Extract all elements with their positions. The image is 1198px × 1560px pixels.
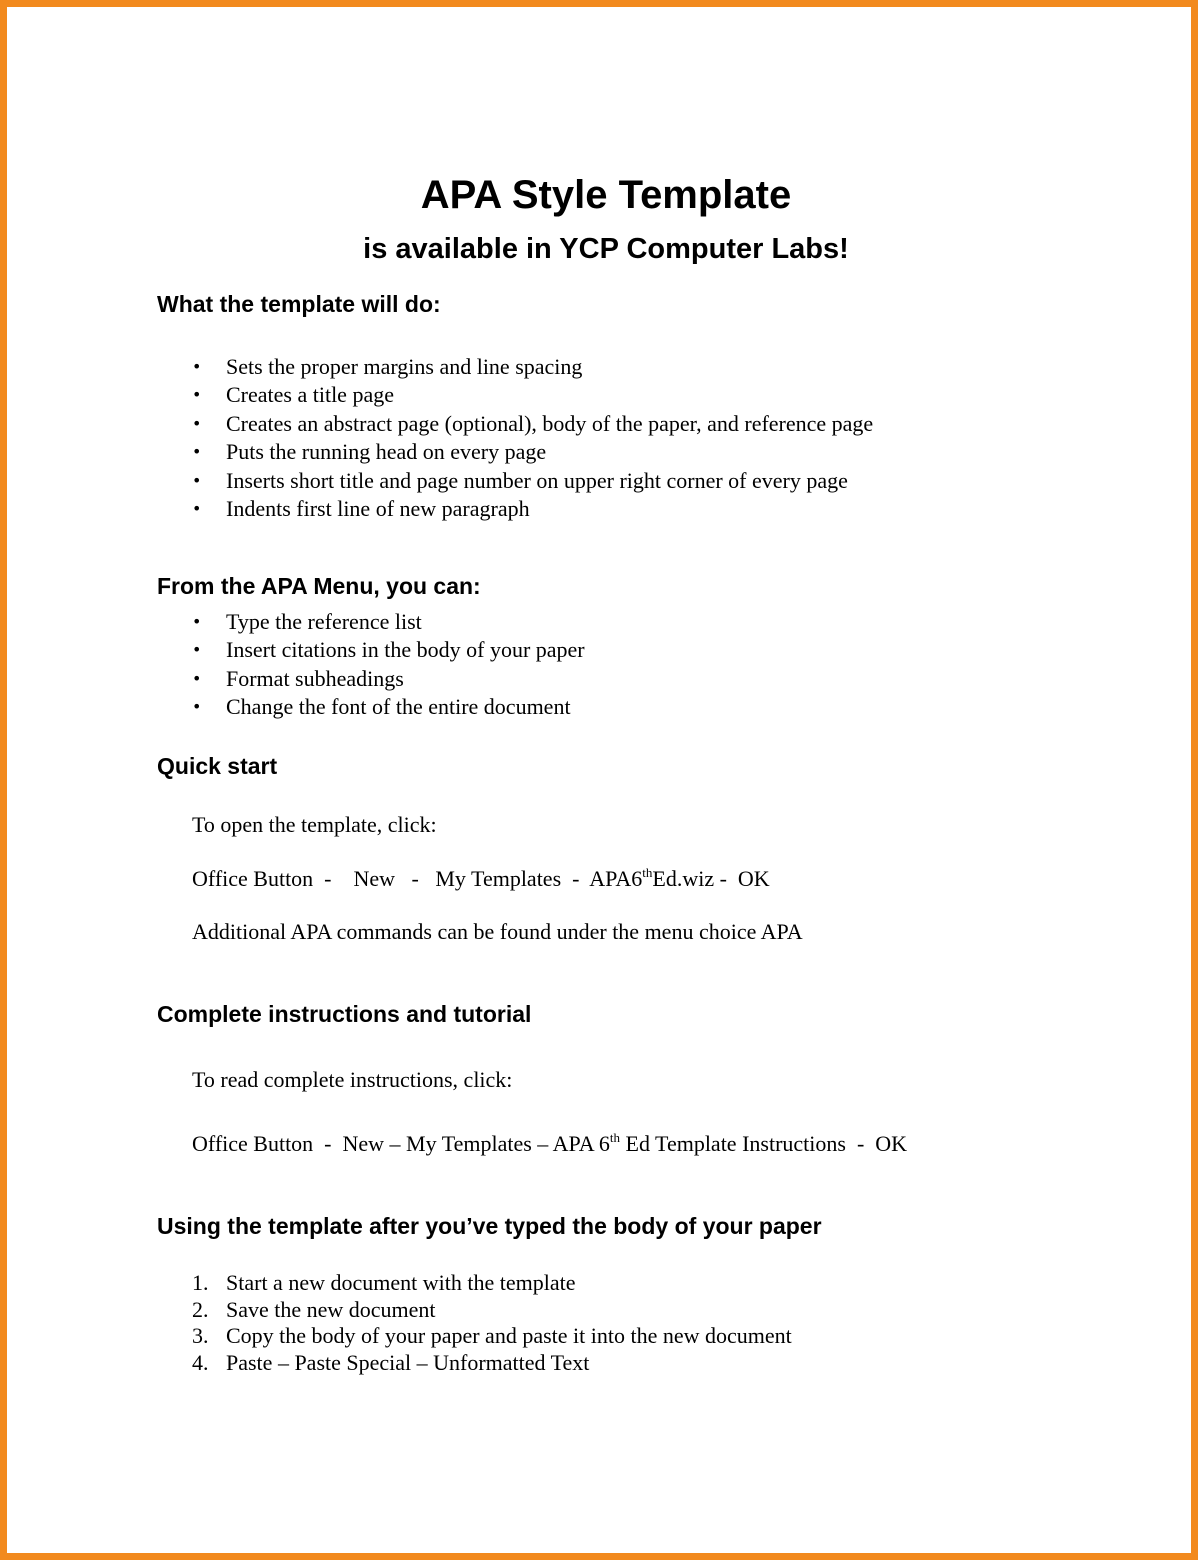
section-heading-using-template: Using the template after you’ve typed the body of your paper <box>157 1213 822 1239</box>
list-item-text: Format subheadings <box>226 665 404 691</box>
list-item-text: Inserts short title and page number on upper right corner of every page <box>226 467 848 493</box>
list-item-text: Sets the proper margins and line spacing <box>226 354 583 379</box>
instructions-path <box>192 1130 907 1158</box>
bullet-icon: • <box>192 385 202 405</box>
bullet-icon: • <box>192 612 202 631</box>
quick-start-note: Additional APA commands can be found under the menu choice APA <box>192 919 803 944</box>
bullet-icon: • <box>192 640 202 660</box>
document-title: APA Style Template <box>420 173 792 217</box>
bullet-icon: • <box>192 357 202 376</box>
step-text: Save the new document <box>226 1296 436 1322</box>
bullet-icon: • <box>192 470 202 490</box>
section-heading-instructions: Complete instructions and tutorial <box>157 1001 532 1027</box>
quick-start-intro: To open the template, click: <box>192 812 437 837</box>
section-heading-what-template-does: What the template will do: <box>157 291 441 317</box>
list-item-text: Type the reference list <box>226 609 422 634</box>
list-item-text: Creates a title page <box>226 382 394 408</box>
instructions-path-superscript: th <box>609 1130 620 1145</box>
instructions-intro: To read complete instructions, click: <box>192 1067 513 1092</box>
section-heading-apa-menu: From the APA Menu, you can: <box>157 573 481 599</box>
instructions-path-start: Office Button - New – My Templates – APA 6 <box>192 1131 610 1156</box>
quick-start-path-superscript: th <box>642 865 653 880</box>
bullet-icon: • <box>192 442 202 462</box>
step-text: Copy the body of your paper and paste it into the new document <box>226 1323 792 1349</box>
list-item-text: Indents first line of new paragraph <box>226 495 530 521</box>
document-subtitle: is available in YCP Computer Labs! <box>363 233 849 265</box>
bullet-icon: • <box>192 413 202 433</box>
step-text: Start a new document with the template <box>226 1270 576 1295</box>
quick-start-path-end: Ed.wiz - OK <box>652 866 770 891</box>
instructions-path-end: Ed Template Instructions - OK <box>620 1131 908 1156</box>
section-heading-quick-start: Quick start <box>157 753 278 779</box>
quick-start-path <box>192 865 770 893</box>
step-number: 4. <box>192 1349 209 1375</box>
quick-start-path-start: Office Button - New - My Templates - APA6 <box>192 866 643 891</box>
list-item-text: Change the font of the entire document <box>226 694 571 720</box>
step-number: 3. <box>192 1323 209 1349</box>
list-item-text: Insert citations in the body of your paper <box>226 637 585 663</box>
bullet-icon: • <box>192 498 202 518</box>
list-item-text: Puts the running head on every page <box>226 439 547 465</box>
bullet-icon: • <box>192 697 202 717</box>
step-text: Paste – Paste Special – Unformatted Text <box>226 1349 590 1375</box>
bullet-icon: • <box>192 668 202 688</box>
step-number: 1. <box>192 1270 209 1295</box>
step-number: 2. <box>192 1296 209 1322</box>
list-item-text: Creates an abstract page (optional), body of the paper, and reference page <box>226 410 874 436</box>
